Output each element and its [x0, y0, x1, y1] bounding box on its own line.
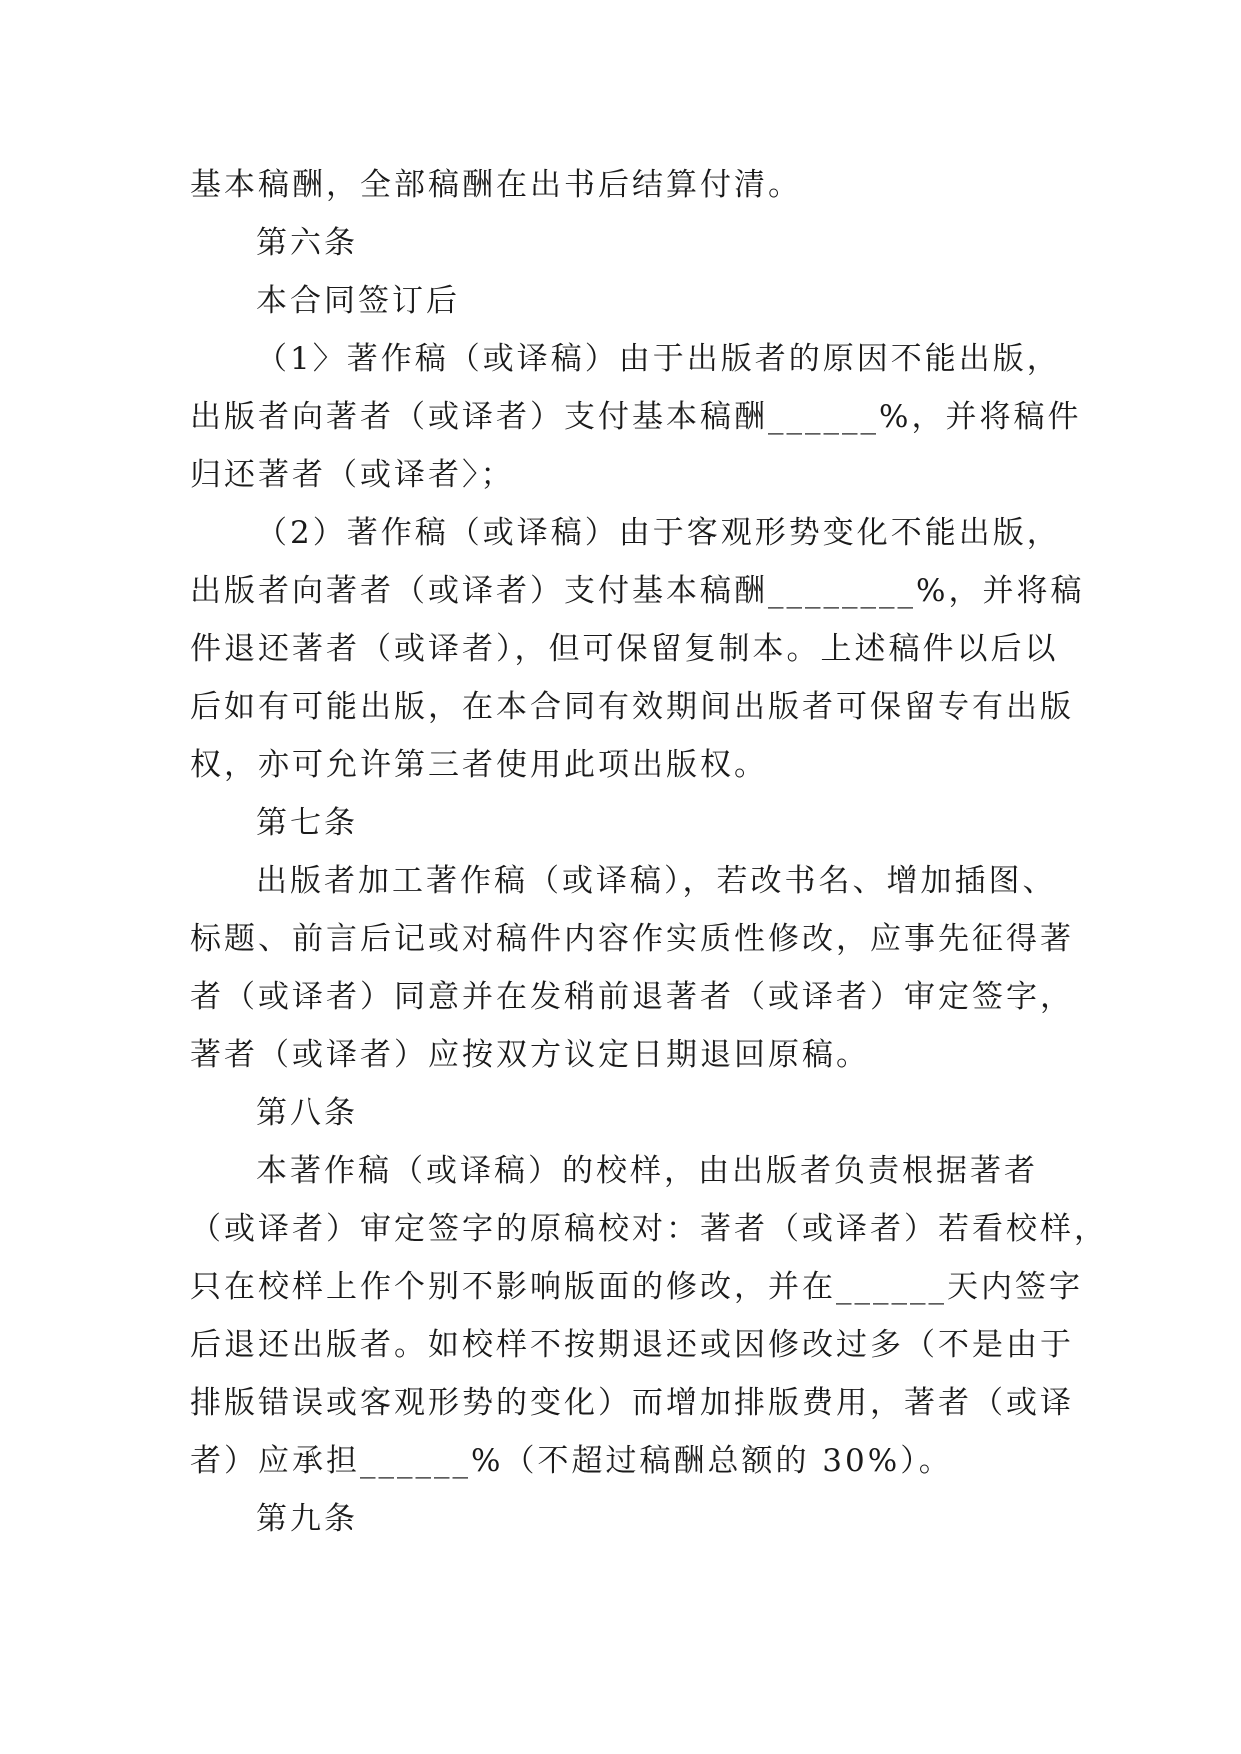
- text-line: 第九条: [256, 1501, 358, 1537]
- article-heading-9: [190, 1490, 1070, 1548]
- text-line: 第七条: [256, 805, 358, 841]
- text-line: 者（或译者）同意并在发稍前退著者（或译者）审定签字，: [190, 979, 1074, 1015]
- clause-1: [190, 330, 1082, 504]
- paragraph: [190, 156, 1070, 214]
- text-line: 排版错误或客观形势的变化）而增加排版费用，著者（或译: [190, 1385, 1074, 1421]
- text-line: 第八条: [256, 1095, 358, 1131]
- text-line: （2）著作稿（或译稿）由于客观形势变化不能出版，: [256, 515, 1061, 551]
- clause-2: [190, 504, 1085, 794]
- text-line: 第六条: [256, 225, 358, 261]
- text-line: 权，亦可允许第三者使用此项出版权。: [190, 747, 768, 783]
- text-line: 后退还出版者。如校样不按期退还或因修改过多（不是由于: [190, 1327, 1074, 1363]
- paragraph: [190, 1142, 1108, 1490]
- text-line: （1〉著作稿（或译稿）由于出版者的原因不能出版，: [256, 341, 1061, 377]
- text-line: 出版者向著者（或译者）支付基本稿酬________%，并将稿: [190, 573, 1085, 609]
- text-line: 本著作稿（或译稿）的校样，由出版者负责根据著者: [256, 1153, 1038, 1189]
- text-line: 归还著者（或译者〉；: [190, 457, 515, 493]
- text-line: 只在校样上作个别不影响版面的修改，并在______天内签字: [190, 1269, 1083, 1305]
- text-line: 者）应承担______%（不超过稿酬总额的 30%）。: [190, 1443, 953, 1479]
- article-heading-6: [190, 214, 1070, 272]
- text-line: （或译者）审定签字的原稿校对：著者（或译者）若看校样，: [190, 1211, 1108, 1247]
- text-line: 出版者向著者（或译者）支付基本稿酬______%，并将稿件: [190, 399, 1082, 435]
- article-heading-7: [190, 794, 1070, 852]
- text-line: 标题、前言后记或对稿件内容作实质性修改，应事先征得著: [190, 921, 1074, 957]
- document-body: [190, 156, 1108, 1548]
- article-heading-8: [190, 1084, 1070, 1142]
- paragraph: [190, 272, 1070, 330]
- text-line: 后如有可能出版，在本合同有效期间出版者可保留专有出版: [190, 689, 1074, 725]
- text-line: 件退还著者（或译者），但可保留复制本。上述稿件以后以: [190, 631, 1059, 667]
- text-line: 基本稿酬，全部稿酬在出书后结算付清。: [190, 167, 802, 203]
- paragraph: [190, 852, 1074, 1084]
- text-line: 出版者加工著作稿（或译稿），若改书名、增加插图、: [256, 863, 1057, 899]
- text-line: 著者（或译者）应按双方议定日期退回原稿。: [190, 1037, 870, 1073]
- text-line: 本合同签订后: [256, 283, 460, 319]
